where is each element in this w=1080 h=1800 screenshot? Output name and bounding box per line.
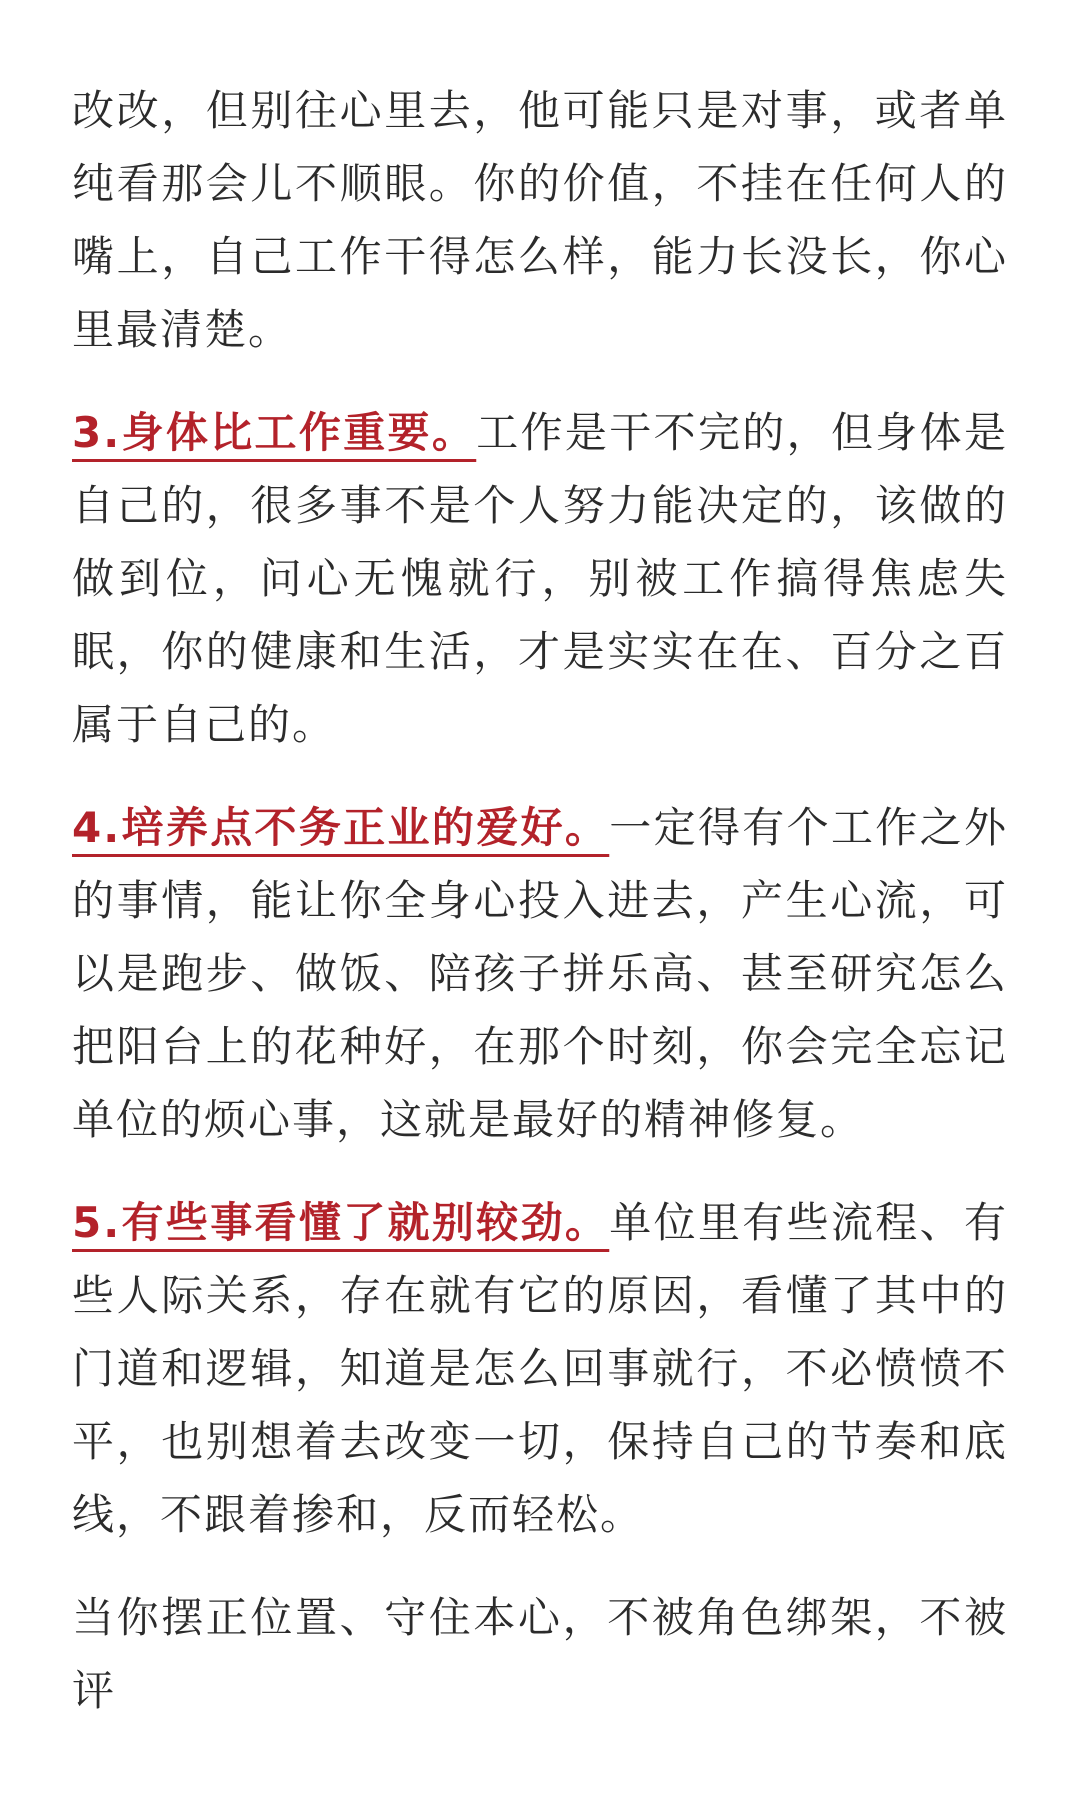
paragraph-tip-5 bbox=[72, 1186, 1008, 1551]
tip-heading-5: 5.有些事看懂了就别较劲。 bbox=[72, 1198, 610, 1247]
paragraph-text: 改改，但别往心里去，他可能只是对事，或者单纯看那会儿不顺眼。你的价值，不挂在任何人的嘴上，自己工作干得怎么样，能力长没长，你心里最清楚。 bbox=[72, 86, 1008, 354]
paragraph-text: 单位里有些流程、有些人际关系，存在就有它的原因，看懂了其中的门道和逻辑，知道是怎么回事就行，不必愤愤不平，也别想着去改变一切，保持自己的节奏和底线，不跟着掺和，反而轻松。 bbox=[72, 1198, 1008, 1539]
paragraph-text: 当你摆正位置、守住本心，不被角色绑架，不被评 bbox=[72, 1593, 1008, 1715]
paragraph-text: 工作是干不完的，但身体是自己的，很多事不是个人努力能决定的，该做的做到位，问心无愧就行，别被工作搞得焦虑失眠，你的健康和生活，才是实实在在、百分之百属于自己的。 bbox=[72, 408, 1008, 749]
tip-heading-3: 3.身体比工作重要。 bbox=[72, 408, 477, 457]
paragraph-conclusion bbox=[72, 1581, 1008, 1727]
paragraph-tip-3 bbox=[72, 396, 1008, 761]
article-body bbox=[72, 74, 1008, 1757]
paragraph-intro bbox=[72, 74, 1008, 366]
tip-heading-4: 4.培养点不务正业的爱好。 bbox=[72, 803, 610, 852]
paragraph-tip-4 bbox=[72, 791, 1008, 1156]
paragraph-text: 一定得有个工作之外的事情，能让你全身心投入进去，产生心流，可以是跑步、做饭、陪孩子拼乐高、甚至研究怎么把阳台上的花种好，在那个时刻，你会完全忘记单位的烦心事，这就是最好的精神修复。 bbox=[72, 803, 1008, 1144]
